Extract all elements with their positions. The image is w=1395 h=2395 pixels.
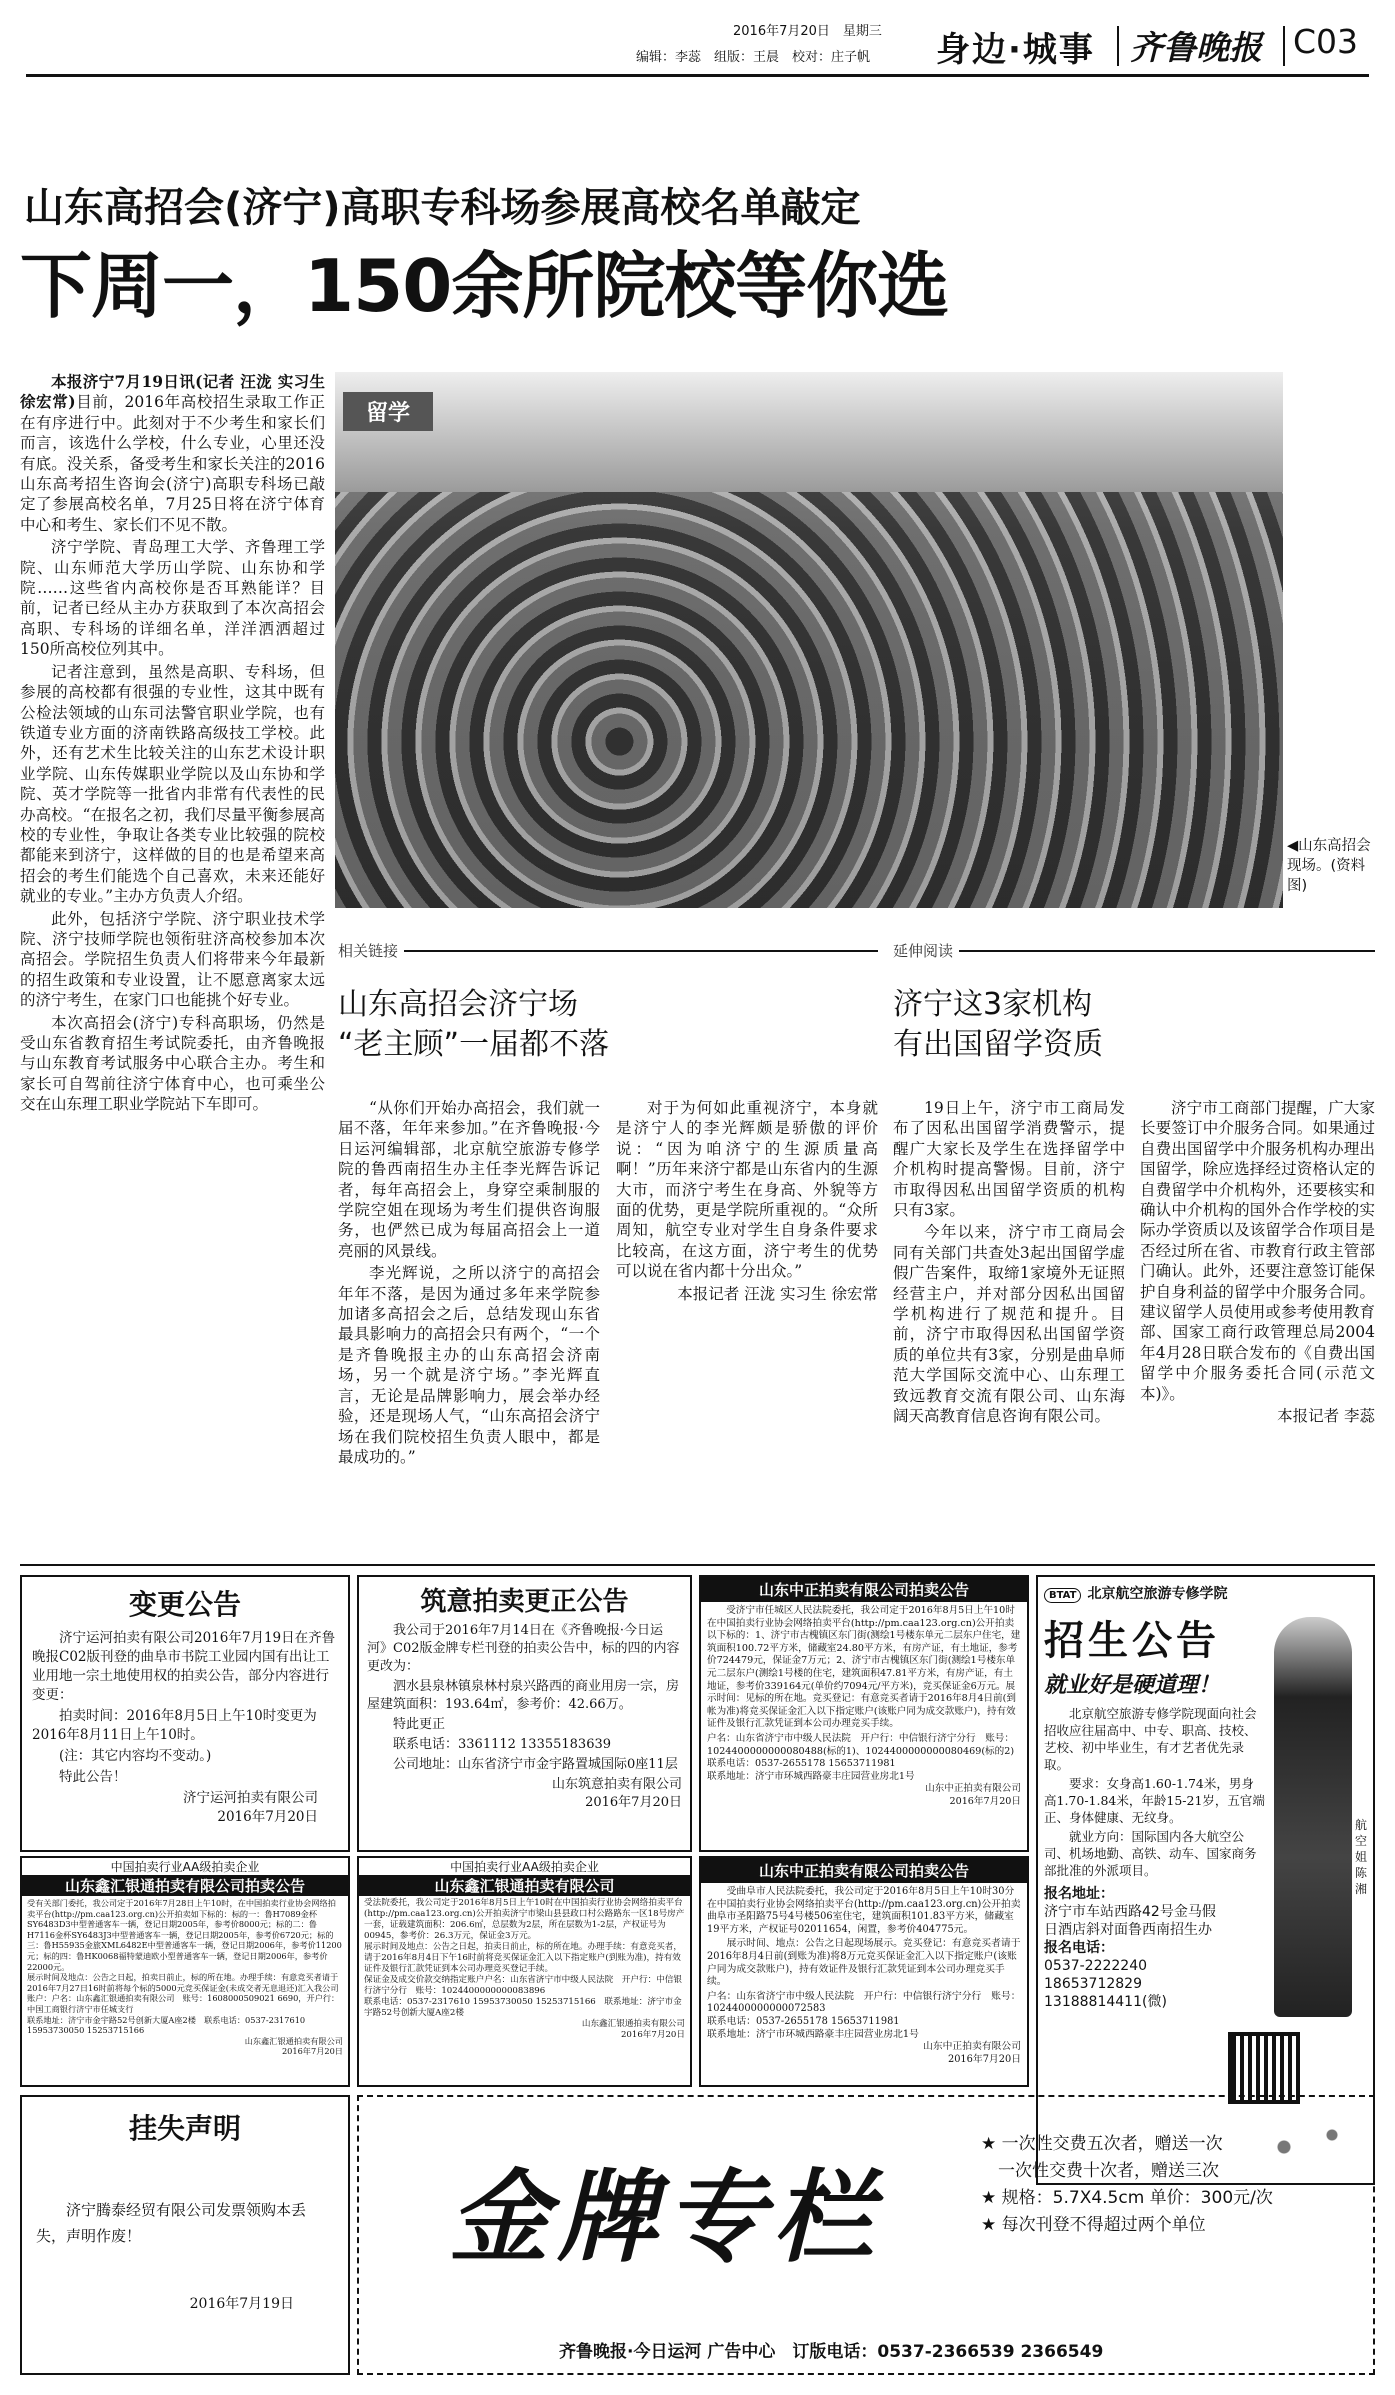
header-divider-1 <box>1117 26 1119 66</box>
header-editors: 编辑：李蕊 组版：王晨 校对：庄子帆 <box>636 50 871 65</box>
related-tag: 相关链接 <box>338 950 878 952</box>
xinhui-notice-1 <box>20 1856 350 2087</box>
gold-item: ★ 规格：5.7X4.5cm 单价：300元/次 <box>981 2188 1273 2208</box>
xinhui2-body: 受法院委托，我公司定于2016年8月5日上午10时在中国拍卖行业协会网络拍卖平台(http://pm.caa123.org.cn)公开拍卖济宁市梁山县县政口村公路路东一区18号房产一套，证载建筑面积：206.6㎡，总层数为2层，所在层数为1-2层，产权证号为00945，参考价：26.3万元，保证金3万元。 展示时间及地点：公告之日起，拍卖日前止，标的所在地。办理手续：有意竞买者，请于2016年8月4日下午16时前将竞买保证金汇入以下指定账户(到账为准)，持有效证件及银行汇款凭证到本公司办理竞买登记手续。 保证金及成交价款交纳指定账户户名：山东省济宁市中级人民法院 开户行：中信银行济宁分行 账号：1024400000000083896 联系电话：0537-2317610 15953730050 15253715166 联系地址：济宁市金宇路52号创新大厦A座2楼 山东鑫汇银通拍卖有限公司 2016年7月20日 <box>364 1898 685 2040</box>
extended-body-right: 济宁市工商部门提醒，广大家长要签订中介服务合同。如果通过自费出国留学中介服务机构办理出国留学，除应选择经过资格认定的自费留学中介机构外，还要核实和确认中介机构的国外合作学校的实际办学资质以及该留学合作项目是否经过所在省、市教育行政主管部门确认。此外，还要注意签订能保护自身利益的留学中介服务合同。建议留学人员使用或参考使用教育部、国家工商行政管理总局2004年4月28日联合发布的《自费出国留学中介服务委托合同(示范文本)》。 本报记者 李蕊 <box>1140 1099 1375 1426</box>
zhongzheng-notice-1 <box>699 1575 1029 1852</box>
lost-notice-date: 2016年7月19日 <box>189 2296 294 2312</box>
article-paragraph: 济宁学院、青岛理工大学、齐鲁理工学院、山东师范大学历山学院、山东协和学院……这些省内高校你是否耳熟能详？目前，记者已经从主办方获取到了本次高招会高职、专科场的详细名单，洋洋洒洒超过150所高校位列其中。 <box>20 538 325 659</box>
gold-item: ★ 每次刊登不得超过两个单位 <box>981 2215 1206 2235</box>
gold-column-ad <box>357 2095 1375 2375</box>
extended-tag: 延伸阅读 <box>893 950 1375 952</box>
aviation-header: BTAT 北京航空旅游专修学院 <box>1044 1583 1367 1603</box>
article-body <box>20 372 325 1117</box>
header-date: 2016年7月20日 星期三 <box>733 24 882 39</box>
aviation-title: 招生公告 <box>1044 1618 1220 1664</box>
xinhui2-top: 中国拍卖行业AA级拍卖企业 <box>450 1860 599 1874</box>
xinhui2-title: 山东鑫汇银通拍卖有限公司 <box>359 1875 690 1896</box>
aviation-contact: 报名地址： 济宁市车站西路42号金马假日酒店斜对面鲁西南招生办 报名电话： 0537-2222240 18653712829 13188814411(微) <box>1044 1886 1216 2010</box>
zhuyi-title: 筑意拍卖更正公告 <box>420 1587 629 1617</box>
lost-notice-body: 济宁腾泰经贸有限公司发票领购本丢失，声明作废！ <box>36 2201 307 2245</box>
zhongzheng2-title: 山东中正拍卖有限公司拍卖公告 <box>701 1858 1027 1883</box>
article-paragraph: 记者注意到，虽然是高职、专科场，但参展的高校都有很强的专业性，这其中既有公检法领域的山东司法警官职业学院，也有铁道专业方面的济南铁路高级技工学校。此外，还有艺术生比较关注的山东艺术设计职业学院、山东传媒职业学院以及山东协和学院、英才学院等一批省内非常有代表性的民办高校。“在报名之初，我们尽量平衡参展高校的专业性，争取让各类专业比较强的院校都能来到济宁，这样做的目的也是希望来高招会的考生们能选个自己喜欢，未来还能好就业的专业。”主办方负责人介绍。 <box>20 662 325 906</box>
aviation-school-ad <box>1036 1575 1375 2185</box>
related-byline: 本报记者 汪泷 实习生 徐宏常 <box>677 1284 878 1303</box>
flight-attendant-photo <box>1274 1617 1352 2017</box>
related-title: 山东高招会济宁场 “老主顾”一届都不落 <box>338 987 610 1062</box>
gold-item: 一次性交费十次者，赠送三次 <box>998 2161 1219 2181</box>
xinhui1-title: 山东鑫汇银通拍卖有限公司拍卖公告 <box>22 1875 348 1896</box>
gold-column-items <box>981 2131 1273 2239</box>
xinhui-notice-2 <box>357 1856 692 2087</box>
page-number: C03 <box>1293 22 1359 61</box>
xinhui1-body: 受有关部门委托，我公司定于2016年7月28日上午10时，在中国拍卖行业协会网络拍卖平台(http://pm.caa123.org.cn)公开拍卖如下标的：标的一：鲁H7089金杯SY6483D3中型普通客车一辆，登记日期2005年，参考价8000元；标的二：鲁H7116金杯SY6483J3中型普通客车一辆，登记日期2005年，参考价6720元；标的三：鲁H55935金旅XML6482E中型普通客车一辆，登记日期2006年，参考价11200元；标的四：鲁HK0068福特蒙迪欧小型普通客车一辆，登记日期2006年，参考价22000元。 展示时间及地点：公告之日起，拍卖日前止，标的所在地。办理手续：有意竞买者请于2016年7月27日16时前将每个标的5000元竞买保证金(未成交者无息退还)汇入我公司账户：户名：山东鑫汇银通拍卖有限公司 账号：1608000509021 6690，开户行：中国工商银行济宁市任城支行 联系地址：济宁市金宇路52号创新大厦A座2楼 联系电话：0537-2317610 15953730050 15253715166 山东鑫汇银通拍卖有限公司 2016年7月20日 <box>27 1898 343 2057</box>
crowd-photo <box>335 372 1283 908</box>
extended-title: 济宁这3家机构 有出国留学资质 <box>893 987 1103 1062</box>
paper-logo: 齐鲁晚报 <box>1130 28 1262 67</box>
change-notice-body: 济宁运河拍卖有限公司2016年7月19日在齐鲁晚报C02版刊登的曲阜市书院工业园内国有出让工业用地一宗土地使用权的拍卖公告，部分内容进行变更： 拍卖时间：2016年8月5日上午10时变更为2016年8月11日上午10时。 (注：其它内容均不变动。) 特此公告！ 济宁运河拍卖有限公司 2016年7月20日 <box>32 1630 336 1825</box>
tent <box>335 372 1283 492</box>
booth-sign: 留学 <box>343 392 433 431</box>
photo-caption: ◀山东高招会现场。(资料图) <box>1287 838 1371 894</box>
headline: 下周一，150余所院校等你选 <box>20 244 949 328</box>
related-body-left: “从你们开始办高招会，我们就一届不落，年年来参加。”在齐鲁晚报·今日运河编辑部，北京航空旅游专修学院的鲁西南招生办主任李光辉告诉记者，每年高招会上，身穿空乘制服的学院空姐在现场为考生们提供咨询服务，也俨然已成为每届高招会上一道亮丽的风景线。 李光辉说，之所以济宁的高招会年年不落，是因为通过多年来学院参加诸多高招会之后，总结发现山东省最具影响力的高招会只有两个，“一个是齐鲁晚报主办的山东高招会济南场，另一个就是济宁场。”李光辉直言，无论是品牌影响力，展会举办经验，还是现场人气，“山东高招会济宁场在我们院校招生负责人眼中，都是最成功的。” <box>338 1099 600 1466</box>
article-lead: 本报济宁7月19日讯(记者 汪泷 实习生 徐宏常)目前，2016年高校招生录取工作正在有序进行中。此刻对于不少考生和家长们而言，该选什么学校，什么专业，心里还没有底。没关系，备受考生和家长关注的2016山东高考招生咨询会(济宁)高职专科场已敲定了参展高校名单，7月25日将在济宁体育中心和考生、家长们不见不散。 <box>20 372 325 534</box>
lost-notice-title: 挂失声明 <box>128 2112 241 2145</box>
zhongzheng-notice-2 <box>699 1856 1029 2087</box>
header-divider-2 <box>1283 26 1285 66</box>
xinhui1-top: 中国拍卖行业AA级拍卖企业 <box>110 1860 260 1874</box>
change-notice-title: 变更公告 <box>128 1588 241 1621</box>
zhongzheng1-body: 受济宁市任城区人民法院委托，我公司定于2016年8月5日上午10时在中国拍卖行业协会网络拍卖平台(http://pm.caa123.org.cn)公开拍卖以下标的：1、济宁市古槐镇区东门街(测绘1号楼东单元二层东户住宅，建筑面积100.72平方米，储藏室24.80平方米，有房产证，有土地证，参考价724479元，保证金7万元；2、济宁市古槐镇区东门街(测绘1号楼东单元二层东户(测绘1号楼的住宅，建筑面积47.81平方米，有房产证，有土地证，参考价339164元(单价约7094元/平方米)，竞买保证金6万元。展示时间：见标的所在地。竞买登记：有意竞买者请于2016年8月4日前(到帐为准)将竞买保证金汇入以下指定账户(该账户同为成交款账户)，持有效证件及银行汇款凭证到本公司办理竞买手续。 户名：山东省济宁市中级人民法院 开户行：中信银行济宁分行 账号：1024400000000080488(标的1)、1024400000000080469(标的2) 联系电话：0537-2655178 15653711981 联系地址：济宁市环城西路豪丰庄园营业房北1号 山东中正拍卖有限公司 2016年7月20日 <box>707 1605 1021 1807</box>
extended-byline: 本报记者 李蕊 <box>1277 1407 1375 1426</box>
extended-body-left: 19日上午，济宁市工商局发布了因私出国留学消费警示，提醒广大家长及学生在选择留学中介机构时提高警惕。目前，济宁市取得因私出国留学资质的机构只有3家。 今年以来，济宁市工商局会同有关部门共查处3起出国留学虚假广告案件，取缔1家境外无证照经营主户，并对部分因私出国留学机构进行了规范和提升。目前，济宁市取得因私出国留学资质的单位共有3家，分别是曲阜师范大学国际交流中心、山东理工致远教育交流有限公司、山东海阔天高教育信息咨询有限公司。 <box>893 1099 1125 1426</box>
related-body-right: 对于为何如此重视济宁，本身就是济宁人的李光辉颇是骄傲的评价说：“因为咱济宁的生源质量高啊！”历年来济宁都是山东省内的生源大市，而济宁考生在身高、外貌等方面的优势，更是学院所重视的。“众所周知，航空专业对学生自身条件要求比较高，在这方面，济宁考生的优势可以说在省内都十分出众。” 本报记者 汪泷 实习生 徐宏常 <box>616 1099 878 1303</box>
section-title: 身边·城事 <box>936 30 1095 70</box>
gold-column-title: 金牌专栏 <box>449 2158 881 2276</box>
aviation-side-name: 航空姐 陈湘 <box>1355 1818 1368 1896</box>
zhongzheng2-body: 受曲阜市人民法院委托，我公司定于2016年8月5日上午10时30分在中国拍卖行业协会网络拍卖平台(http://pm.caa123.org.cn)公开拍卖曲阜市圣阳路75号4号楼506室住宅，建筑面积101.83平方米，储藏室19平方米，产权证号02011654，闲置，参考价404775元。 展示时间、地点：公告之日起现场展示。竞买登记：有意竞买者请于2016年8月4日前(到账为准)将8万元竞买保证金汇入以下指定账户(该账户同为成交款账户)，持有效证件及银行汇款凭证到本公司办理竞买手续。 户名：山东省济宁市中级人民法院 开户行：中信银行济宁分行 账号：1024400000000072583 联系电话：0537-2655178 15653711981 联系地址：济宁市环城西路豪丰庄园营业房北1号 山东中正拍卖有限公司 2016年7月20日 <box>707 1886 1021 2065</box>
gold-item: ★ 一次性交费五次者，赠送一次 <box>981 2134 1223 2154</box>
byline: 本报济宁7月19日讯(记者 汪泷 实习生 徐宏常) <box>20 372 325 412</box>
qr-code <box>1228 2032 1300 2104</box>
crowd <box>335 492 1283 908</box>
zhongzheng1-title: 山东中正拍卖有限公司拍卖公告 <box>701 1577 1027 1602</box>
article-paragraph: 此外，包括济宁学院、济宁职业技术学院、济宁技师学院也领衔驻济高校参加本次高招会。学院招生负责人们将带来今年最新的招生政策和专业设置，让不愿意离家太远的济宁考生，在家门口也能挑个好专业。 <box>20 909 325 1010</box>
article-paragraph: 本次高招会(济宁)专科高职场，仍然是受山东省教育招生考试院委托，由齐鲁晚报与山东教育考试服务中心联合主办。考生和家长可自驾前往济宁体育中心，也可乘坐公交在山东理工职业学院站下车即可。 <box>20 1013 325 1114</box>
kicker: 山东高招会(济宁)高职专科场参展高校名单敲定 <box>24 185 861 231</box>
gold-column-footer: 齐鲁晚报·今日运河 广告中心 订版电话：0537-2366539 2366549 <box>559 2342 1104 2362</box>
school-badge: BTAT <box>1044 1588 1081 1603</box>
change-notice-ad <box>20 1575 350 1852</box>
aviation-body: 北京航空旅游专修学院现面向社会招收应往届高中、中专、职高、技校、艺校、初中毕业生，有才艺者优先录取。 要求：女身高1.60-1.74米，男身高1.70-1.84米，年龄15-21岁，五官端正、身体健康、无纹身。 就业方向：国际国内各大航空公司、机场地勤、高铁、动车、国家商务部批准的外派项目。 <box>1044 1706 1265 1878</box>
ads-rule <box>20 1564 1375 1566</box>
zhuyi-body: 我公司于2016年7月14日在《齐鲁晚报·今日运河》C02版金牌专栏刊登的拍卖公告中，标的四的内容更改为： 泗水县泉林镇泉林村泉兴路西的商业用房一宗，房屋建筑面积：193.64㎡，参考价：42.66万。 特此更正 联系电话：3361112 13355183639 公司地址：山东省济宁市金宇路置城国际0座11层 山东筑意拍卖有限公司 2016年7月20日 <box>367 1623 682 1810</box>
header-rule <box>26 74 1369 77</box>
lost-notice-ad <box>20 2095 350 2375</box>
aviation-slogan: 就业好是硬道理！ <box>1044 1672 1221 1698</box>
zhuyi-notice-ad <box>357 1575 692 1852</box>
